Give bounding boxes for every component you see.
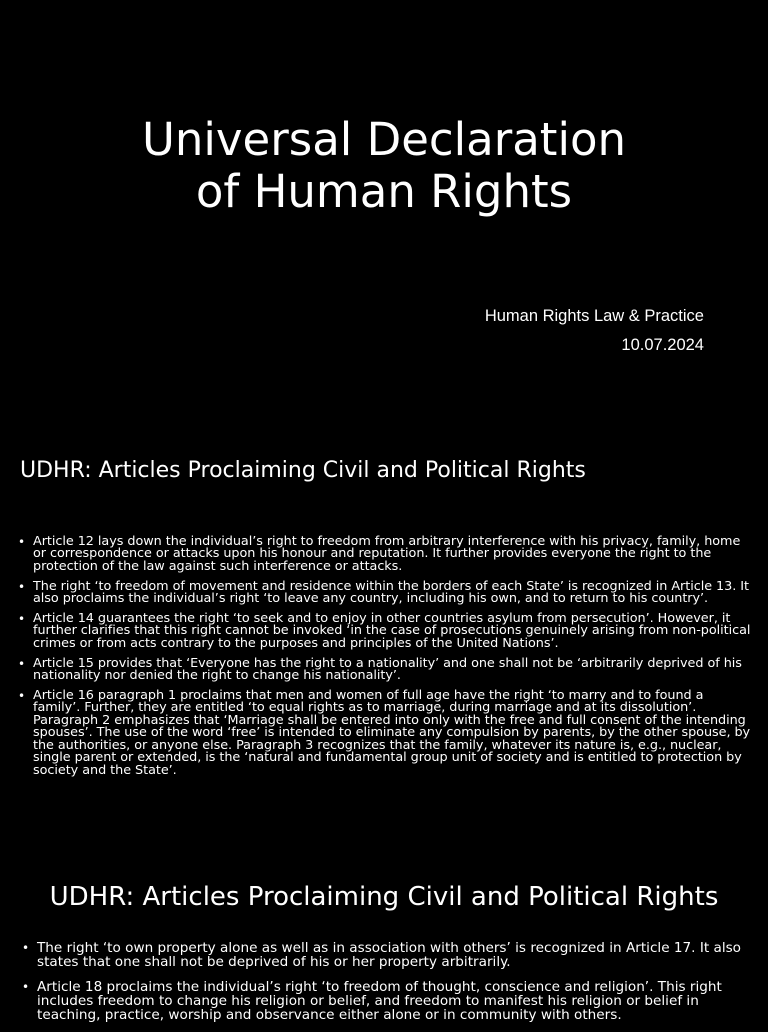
bullet-icon: •	[18, 612, 26, 627]
title-slide	[0, 0, 768, 430]
bullet-icon: •	[18, 535, 26, 549]
list-item	[18, 690, 753, 777]
list-item-text: The right ‘to freedom of movement and residence within the borders of each State’ is recognized in Article 13. It also proclaims the individual’s right ‘to leave any country, including his own, and to return to his country’.	[33, 578, 749, 607]
bullet-icon: •	[18, 656, 26, 671]
slide-heading: UDHR: Articles Proclaiming Civil and Political Rights	[49, 882, 719, 912]
title-line-1: Universal Declaration	[141, 113, 627, 166]
list-item	[18, 613, 753, 650]
bullet-icon: •	[22, 941, 30, 955]
bullet-list	[18, 536, 753, 784]
list-item	[22, 980, 742, 1023]
content-slide-civil-political-rights-2	[0, 860, 768, 1024]
bullet-icon: •	[22, 979, 30, 994]
bullet-icon: •	[18, 579, 26, 594]
bullet-list	[22, 941, 742, 1032]
presentation-date: 10.07.2024	[621, 336, 704, 354]
list-item	[18, 655, 753, 684]
course-name: Human Rights Law & Practice	[484, 307, 704, 325]
content-slide-civil-political-rights-1	[0, 430, 768, 860]
list-item-text: Article 18 proclaims the individual’s right ‘to freedom of thought, conscience and religion’. This right includes freedom to change his religion or belief, and freedom to manifest his religion or belief in teaching, practice, worship and observance either alone or in community with others.	[37, 978, 722, 1024]
presentation-title	[0, 114, 768, 218]
list-item	[18, 536, 753, 573]
list-item-text: The right ‘to own property alone as well as in association with others’ is recognized in Article 17. It also states that one shall not be deprived of his or her property arbitrarily.	[37, 940, 741, 971]
list-item-text: Article 15 provides that ‘Everyone has the right to a nationality’ and one shall not be ‘arbitrarily deprived of his nationality nor denied the right to change his nationality’.	[33, 655, 742, 684]
list-item-text: Article 12 lays down the individual’s right to freedom from arbitrary interference with his privacy, family, home or correspondence or attacks upon his honour and reputation. It further provides everyone the right to the protection of the law against such interference or attacks.	[33, 534, 741, 574]
list-item-text: Article 14 guarantees the right ‘to seek and to enjoy in other countries asylum from persecution’. However, it further clarifies that this right cannot be invoked ‘in the case of prosecutions genuinely arising from non-political crimes or from acts contrary to the purposes and principles of the United Nations’.	[33, 611, 751, 651]
list-item-text: Article 16 paragraph 1 proclaims that men and women of full age have the right ‘to marry and to found a family’. Further, they are entitled ‘to equal rights as to marriage, during marriage and at its dissolution’. Paragraph 2 emphasizes that ‘Marriage shall be entered into only with the free and full consent of the intending spouses’. The use of the word ‘free’ is intended to eliminate any compulsion by parents, by the other spouse, by the authorities, or anyone else. Paragraph 3 recognizes that the family, whatever its nature is, e.g., nuclear, single parent or extended, is the ‘natural and fundamental group unit of society and is entitled to protection by society and the State’.	[33, 688, 751, 778]
list-item	[18, 578, 753, 607]
subtitle-block	[485, 302, 704, 360]
bullet-icon: •	[18, 689, 26, 704]
slide-heading: UDHR: Articles Proclaiming Civil and Political Rights	[20, 458, 586, 483]
list-item	[22, 941, 742, 970]
title-line-2: of Human Rights	[195, 165, 573, 218]
